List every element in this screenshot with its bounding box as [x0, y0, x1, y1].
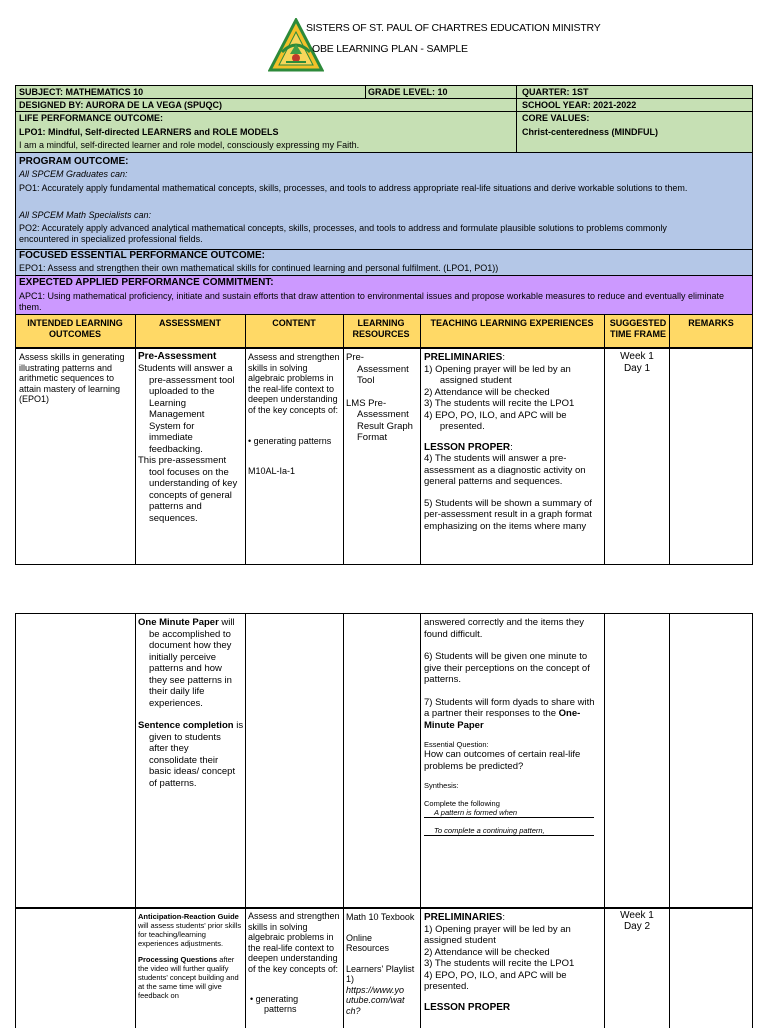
- lpo-row: [15, 111, 753, 152]
- quarter-label: QUARTER: 1ST: [522, 87, 589, 97]
- resources-list-2: Math 10 Texbook Online Resources Learners' Playlist 1) https://www.yo utube.com/wat ch?: [346, 912, 415, 1016]
- table-header-row: [15, 314, 753, 348]
- tle-continuation: answered correctly and the items they found difficult. 6) Students will be given one minute to give their perceptions on the concept of patterns. 7) Students will form dyads to share with a partner their responses to the One-Minute Paper Essential Question: How can outcomes of certain real-life problems be predicted? Synthesis: Complete the following A pattern is formed when To complete a continuing pattern,: [424, 617, 595, 835]
- one-minute-paper: One Minute Paper will be accomplished to document how they initially perceive patterns and how they see patterns in their daily life experiences. Sentence completion is given to students after they consolidate their basic ideas/ concept of patterns.: [138, 617, 244, 789]
- table-row-2: [15, 613, 753, 908]
- content-bullet-2b: patterns: [264, 1004, 297, 1014]
- content-text: Assess and strengthen skills in solving algebraic problems in the real-life context to deepen understanding of the key concepts of:: [248, 352, 340, 415]
- content-bullet: • generating patterns: [248, 436, 332, 446]
- lpo1-label: LPO1: Mindful, Self-directed LEARNERS and ROLE MODELS: [19, 127, 279, 137]
- timeframe-day: Day 1: [623, 363, 651, 374]
- ilo-text: Assess skills in generating illustrating patterns and arithmetic sequences to attain mastery of learning (EPO1): [19, 352, 125, 404]
- core-value: Christ-centeredness (MINDFUL): [522, 127, 659, 137]
- anticipation-guide: Anticipation-Reaction Guide will assess students' prior skills for teaching/learning experiences adjustments. Processing Questions after the video will further qualify students' concept building and at the same time will give feedback on: [138, 912, 242, 1000]
- timeframe-day-2: Day 2: [623, 921, 651, 932]
- program-outcome-title: PROGRAM OUTCOME:: [19, 156, 129, 167]
- lpo1-desc: I am a mindful, self-directed learner and role model, consciously expressing my Faith.: [19, 140, 360, 150]
- subject-label: SUBJECT: MATHEMATICS 10: [19, 87, 144, 97]
- col-header-remarks: REMARKS: [688, 318, 734, 328]
- table-row-3: [15, 908, 753, 1028]
- tle-block-2: PRELIMINARIES: 1) Opening prayer will be led by an assigned student 2) Attendance will be checked 3) The students will recite the LPO1 4) EPO, PO, ILO, and APC will be presented. LESSON PROPER: [424, 912, 575, 1013]
- lpo-title: LIFE PERFORMANCE OUTCOME:: [19, 113, 163, 123]
- program-outcome-block: [15, 152, 753, 249]
- epo1-text: EPO1: Assess and strengthen their own mathematical skills for continued learning and personal fulfilment. (LPO1, PO1)): [19, 263, 499, 273]
- school-year-label: SCHOOL YEAR: 2021-2022: [522, 100, 637, 110]
- grade-label: GRADE LEVEL: 10: [368, 87, 448, 97]
- subject-row: [15, 85, 753, 98]
- col-header-ilo: INTENDED LEARNING OUTCOMES: [27, 318, 123, 339]
- col-header-assessment: ASSESSMENT: [158, 318, 221, 328]
- plan-title: OBE LEARNING PLAN - SAMPLE: [312, 43, 468, 55]
- col-header-timeframe: SUGGESTED TIME FRAME: [609, 318, 667, 339]
- expected-commitment-block: [15, 275, 753, 314]
- content-bullet-2: • generating: [250, 994, 299, 1004]
- designer-row: [15, 98, 753, 111]
- tle-block: PRELIMINARIES: 1) Opening prayer will be led by an assigned student 2) Attendance will be checked 3) The students will recite the LPO1 4) EPO, PO, ILO, and APC will be presented. LESSON PROPER: 4) The students will answer a pre-assessment as a diagnostic activity on general patterns and sequences. 5) Students will be shown a summary of per-assessment result in a graph format emphasizing on the items where many: [424, 352, 592, 532]
- col-header-content: CONTENT: [272, 318, 316, 328]
- timeframe-week: Week 1: [620, 351, 654, 362]
- ministry-name: SISTERS OF ST. PAUL OF CHARTRES EDUCATION MINISTRY: [306, 22, 601, 34]
- graduates-label: All SPCEM Graduates can:: [19, 169, 128, 179]
- focused-outcome-block: [15, 249, 753, 275]
- core-values-title: CORE VALUES:: [522, 113, 590, 123]
- pre-assessment-title: Pre-Assessment: [138, 351, 217, 362]
- po1-text: PO1: Accurately apply fundamental mathematical concepts, skills, processes, and tools to address appropriate real-life situations and derive workable solutions to them.: [19, 183, 688, 193]
- pre-assessment-desc: Students will answer a pre-assessment tool uploaded to the Learning Management System for immediate feedbacking. This pre-assessment tool focuses on the understanding of key concepts of general patterns and sequences.: [138, 363, 238, 524]
- resources-list: Pre- Assessment Tool LMS Pre- Assessment Result Graph Format: [346, 352, 413, 443]
- table-row-1: [15, 348, 753, 565]
- designer-label: DESIGNED BY: AURORA DE LA VEGA (SPUQC): [19, 100, 223, 110]
- col-header-tle: TEACHING LEARNING EXPERIENCES: [430, 318, 594, 328]
- apc1-text: APC1: Using mathematical proficiency, initiate and sustain efforts that draw attention to environmental issues and propose workable measures to reduce and eventually eliminate them.: [19, 291, 725, 312]
- content-code: M10AL-Ia-1: [248, 466, 296, 476]
- specialists-label: All SPCEM Math Specialists can:: [19, 210, 152, 220]
- po2-text: PO2: Accurately apply advanced analytical mathematical concepts, skills, processes, and tools to address and formulate plausible solutions to problems commonly encountered in specialized professional fields.: [19, 223, 667, 244]
- content-text-2: Assess and strengthen skills in solving algebraic problems in the real-life context to deepen understanding of the key concepts of:: [248, 911, 340, 974]
- focused-title: FOCUSED ESSENTIAL PERFORMANCE OUTCOME:: [19, 250, 265, 261]
- timeframe-week-2: Week 1: [620, 910, 654, 921]
- expected-title: EXPECTED APPLIED PERFORMANCE COMMITMENT:: [19, 277, 274, 288]
- col-header-resources: LEARNING RESOURCES: [352, 318, 410, 339]
